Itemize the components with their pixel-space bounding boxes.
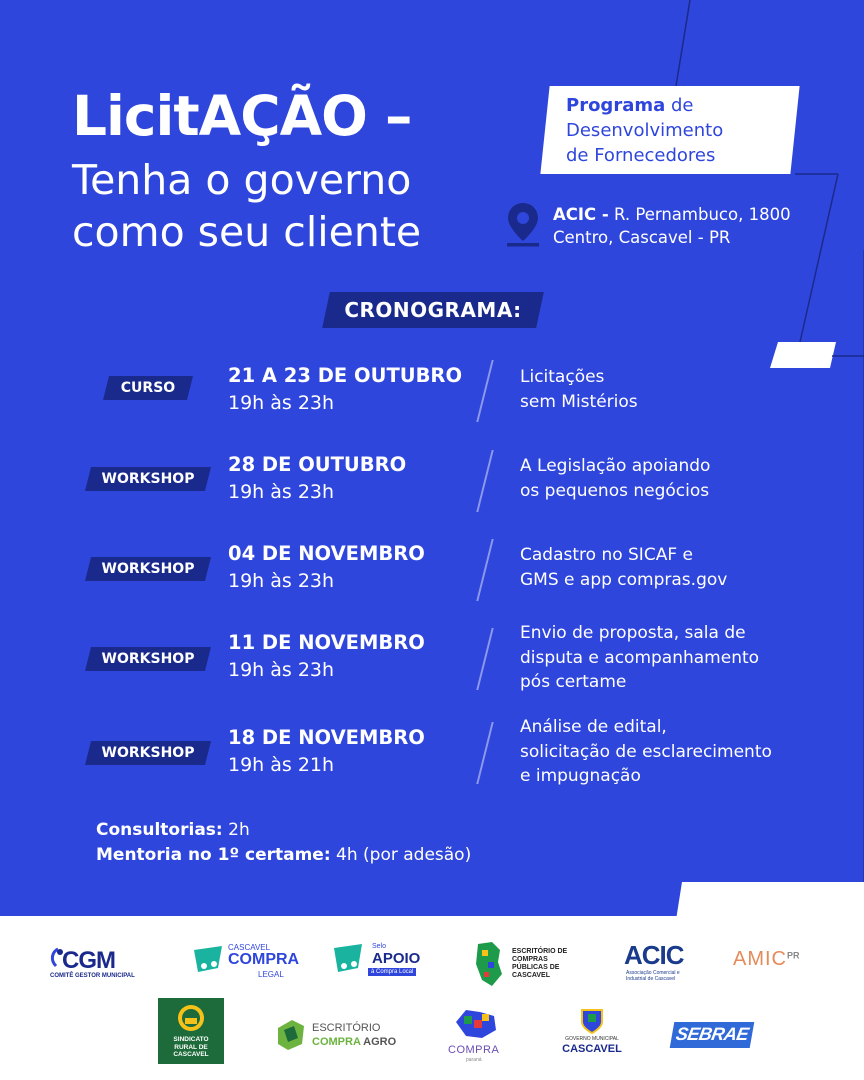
cronograma-heading: CRONOGRAMA: xyxy=(344,298,522,322)
acic-sub-2: Industrial de Cascavel xyxy=(626,976,676,982)
compra-legal-logo xyxy=(192,940,300,984)
subheadline-line-2: como seu cliente xyxy=(72,208,422,256)
escritorio-l2: COMPRAS xyxy=(512,956,548,963)
sindicato-l2: RURAL DE xyxy=(174,1043,208,1051)
event-date: 21 A 23 DE OUTUBRO xyxy=(228,364,463,387)
sindicato-l3: CASCAVEL xyxy=(173,1051,209,1058)
acic-text: ACIC xyxy=(624,940,684,970)
location-pin-icon xyxy=(504,201,542,249)
event-topic xyxy=(520,621,759,695)
compra-parana-map-icon xyxy=(452,1006,500,1042)
agro-compra: COMPRA xyxy=(312,1036,361,1048)
sebrae-logo xyxy=(670,1022,755,1048)
escritorio-compras-logo xyxy=(474,938,584,992)
topic-line: pós certame xyxy=(520,672,627,692)
topic-line: sem Mistérios xyxy=(520,391,638,412)
topic-line: solicitação de esclarecimento xyxy=(520,741,772,762)
program-line-3: de Fornecedores xyxy=(566,145,716,166)
sindicato-logo xyxy=(158,998,224,1064)
address xyxy=(553,203,791,249)
event-time: 19h às 23h xyxy=(228,659,335,681)
governo-l1: GOVERNO MUNICIPAL xyxy=(565,1036,619,1042)
selo-apoio-logo xyxy=(332,940,422,984)
compra-parana-sub: paraná xyxy=(466,1057,482,1063)
consultorias-label: Consultorias: xyxy=(96,820,223,840)
sponsor-footer xyxy=(0,916,864,1080)
compra-legal-main: COMPRA xyxy=(228,951,300,968)
program-line-2: Desenvolvimento xyxy=(566,120,724,141)
agro-line-1: ESCRITÓRIO xyxy=(312,1022,381,1034)
agro-line-2 xyxy=(312,1036,396,1048)
amic-text: AMIC xyxy=(733,948,787,970)
address-bold: ACIC - xyxy=(553,205,609,224)
event-time: 19h às 23h xyxy=(228,570,335,592)
selo-top: Selo xyxy=(372,943,387,950)
event-topic xyxy=(520,454,710,503)
headline: LicitAÇÃO – xyxy=(72,84,412,148)
selo-sub: à Compra Local xyxy=(368,968,416,976)
program-bold: Programa xyxy=(566,95,666,116)
escritorio-l4: CASCAVEL xyxy=(512,972,550,979)
topic-line: A Legislação apoiando xyxy=(520,456,711,476)
compra-agro-logo xyxy=(276,1016,400,1056)
event-date: 11 DE NOVEMBRO xyxy=(228,631,425,654)
event-time: 19h às 23h xyxy=(228,481,335,503)
acic-sub xyxy=(626,970,680,982)
event-topic xyxy=(520,543,727,592)
selo-main: APOIO xyxy=(372,950,421,967)
cgm-logo xyxy=(46,946,142,982)
parana-map-icon xyxy=(474,940,504,990)
address-line-1: R. Pernambuco, 1800 xyxy=(608,205,791,224)
compra-legal-top: CASCAVEL xyxy=(228,943,271,952)
sebrae-text: SEBRAE xyxy=(674,1024,750,1044)
mentoria-label: Mentoria no 1º certame: xyxy=(96,845,331,865)
subheadline-line-1: Tenha o governo xyxy=(72,156,412,204)
brasao-icon xyxy=(580,1006,604,1034)
compra-legal-sub: LEGAL xyxy=(258,970,284,979)
topic-line: Cadastro no SICAF e xyxy=(520,545,693,565)
cgm-text: CGM xyxy=(62,947,115,974)
mentoria-line xyxy=(96,845,471,865)
amic-logo xyxy=(733,948,817,978)
escritorio-l1: ESCRITÓRIO DE xyxy=(512,948,568,955)
event-time: 19h às 21h xyxy=(228,754,335,776)
governo-l2: CASCAVEL xyxy=(562,1043,622,1055)
topic-line: Análise de edital, xyxy=(520,717,667,737)
topic-line: e impugnação xyxy=(520,766,641,786)
agro-agro: AGRO xyxy=(360,1036,397,1048)
sindicato-l1: SINDICATO xyxy=(173,1036,209,1043)
consultorias-value: 2h xyxy=(222,820,250,840)
topic-line: GMS e app compras.gov xyxy=(520,569,728,590)
sindicato-emblem-icon xyxy=(177,1004,205,1032)
event-date: 18 DE NOVEMBRO xyxy=(228,726,425,749)
program-de: de xyxy=(665,95,694,116)
event-tag: WORKSHOP xyxy=(101,745,195,761)
event-time: 19h às 23h xyxy=(228,392,335,414)
topic-line: disputa e acompanhamento xyxy=(520,647,760,668)
address-line-2: Centro, Cascavel - PR xyxy=(553,228,731,247)
amic-pr: PR xyxy=(787,950,800,961)
event-topic xyxy=(520,365,638,414)
escritorio-text xyxy=(512,948,567,980)
topic-line: Envio de proposta, sala de xyxy=(520,623,746,643)
selo-cart-icon xyxy=(332,942,364,976)
compra-parana-text: COMPRA xyxy=(448,1044,500,1056)
topic-line: Licitações xyxy=(520,367,605,387)
cart-icon xyxy=(192,944,224,976)
agro-leaf-icon xyxy=(276,1018,306,1052)
event-topic xyxy=(520,715,772,789)
acic-logo xyxy=(622,940,688,984)
sindicato-text xyxy=(158,1036,224,1059)
event-date: 28 DE OUTUBRO xyxy=(228,453,407,476)
consultorias-line xyxy=(96,820,250,840)
escritorio-l3: PÚBLICAS DE xyxy=(512,964,560,971)
event-tag: CURSO xyxy=(120,380,176,396)
event-date: 04 DE NOVEMBRO xyxy=(228,542,425,565)
topic-line: os pequenos negócios xyxy=(520,480,710,501)
event-tag: WORKSHOP xyxy=(101,561,195,577)
governo-cascavel-logo xyxy=(556,1006,628,1062)
compra-parana-logo xyxy=(446,1006,506,1066)
event-tag: WORKSHOP xyxy=(101,471,195,487)
program-label xyxy=(566,93,786,168)
event-tag: WORKSHOP xyxy=(101,651,195,667)
subheadline xyxy=(72,154,421,258)
acic-sub-1: Associação Comercial e xyxy=(626,970,680,976)
footer-notch xyxy=(0,880,864,920)
mentoria-value: 4h (por adesão) xyxy=(330,845,472,865)
cgm-sub: COMITÊ GESTOR MUNICIPAL xyxy=(50,973,135,979)
